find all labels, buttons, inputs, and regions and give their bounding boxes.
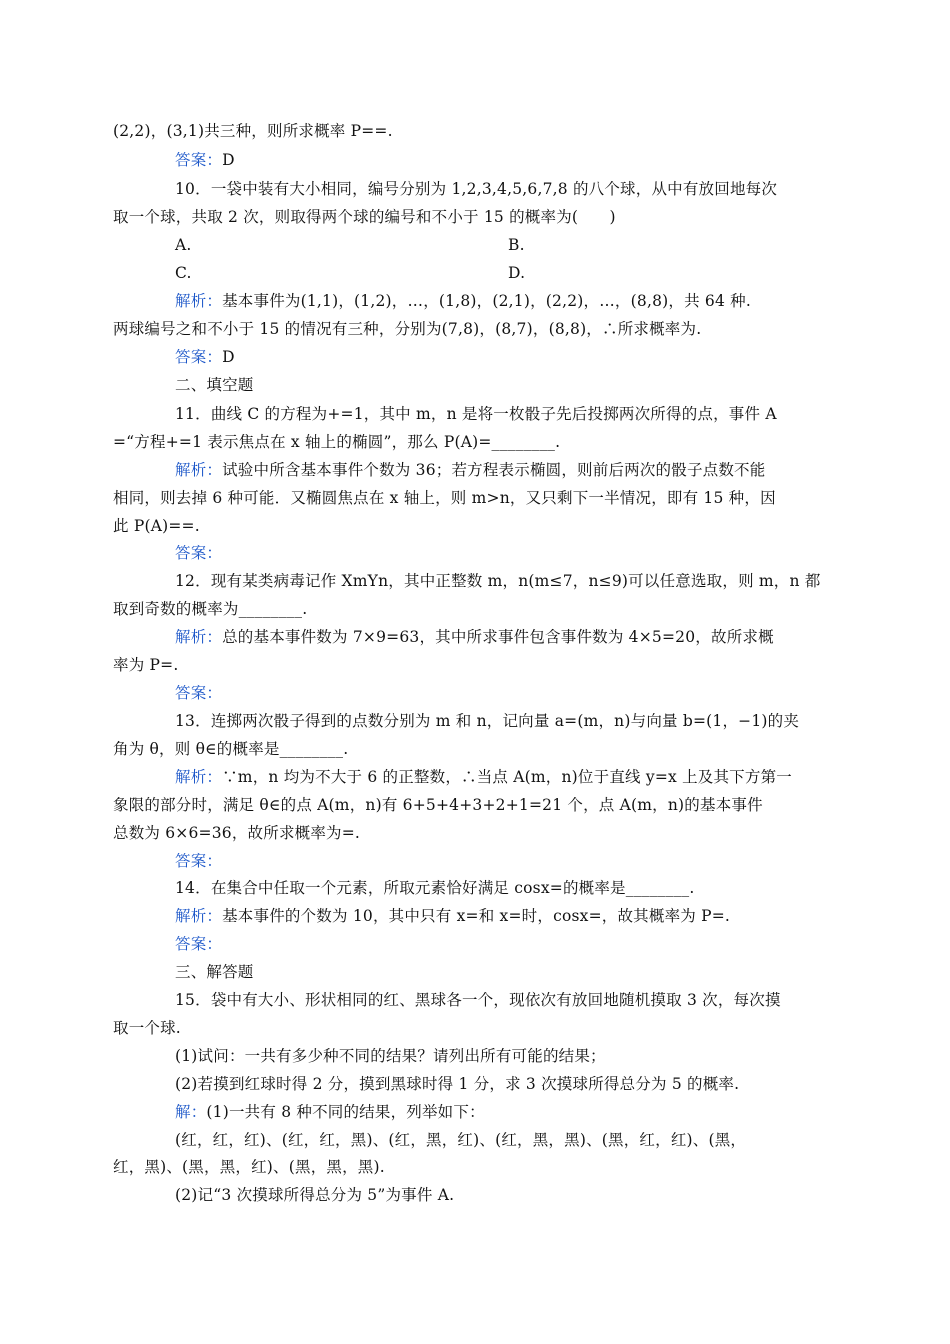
analysis-text: ∵m，n 均为不大于 6 的正整数，∴当点 A(m，n)位于直线 y=x 上及其下方第一 xyxy=(222,768,792,786)
answer-label: 答案： xyxy=(175,852,223,870)
question-13: 13．连掷两次骰子得到的点数分别为 m 和 n，记向量 a=(m，n)与向量 b=(1，−1)的夹 xyxy=(175,712,800,730)
answer-label: 答案： xyxy=(175,151,223,169)
answer-line xyxy=(175,150,235,170)
text-line: 两球编号之和不小于 15 的情况有三种，分别为(7,8)，(8,7)，(8,8)，∴所求概率为. xyxy=(113,320,702,338)
analysis-line xyxy=(175,627,774,647)
text-line: 象限的部分时，满足 θ∈的点 A(m，n)有 6+5+4+3+2+1=21 个，点 A(m，n)的基本事件 xyxy=(113,796,763,814)
answer-value: D xyxy=(222,151,235,169)
answer-label: 答案： xyxy=(175,935,223,953)
analysis-text: 试验中所含基本事件个数为 36；若方程表示椭圆，则前后两次的骰子点数不能 xyxy=(222,461,766,479)
question-12: 12．现有某类病毒记作 XmYn，其中正整数 m，n(m≤7，n≤9)可以任意选取，则 m，n 都 xyxy=(175,572,821,590)
answer-line xyxy=(175,683,222,703)
text-line: 红，黑)、(黑，黑，红)、(黑，黑，黑). xyxy=(113,1158,385,1176)
question-15: 15．袋中有大小、形状相同的红、黑球各一个，现依次有放回地随机摸取 3 次，每次摸 xyxy=(175,991,781,1009)
question-14: 14．在集合中任取一个元素，所取元素恰好满足 cosx=的概率是________. xyxy=(175,879,695,897)
answer-label: 答案： xyxy=(175,348,223,366)
analysis-label: 解析： xyxy=(175,907,223,925)
solution-label: 解： xyxy=(175,1103,207,1121)
sub-question-1: (1)试问：一共有多少种不同的结果？请列出所有可能的结果； xyxy=(175,1047,606,1065)
answer-line xyxy=(175,851,222,871)
text-line: 相同，则去掉 6 种可能．又椭圆焦点在 x 轴上，则 m>n，又只剩下一半情况，即有 15 种，因 xyxy=(113,489,776,507)
answer-line xyxy=(175,934,222,954)
answer-line xyxy=(175,347,235,367)
section-heading: 三、解答题 xyxy=(175,963,254,981)
text-line: (2,2)，(3,1)共三种，则所求概率 P==. xyxy=(113,122,393,140)
analysis-line xyxy=(175,906,730,926)
analysis-label: 解析： xyxy=(175,768,223,786)
text-line: (红，红，红)、(红，红，黑)、(红，黑，红)、(红，黑，黑)、(黑，红，红)、(黑， xyxy=(175,1131,747,1149)
option-a: A. xyxy=(175,236,192,254)
section-heading: 二、填空题 xyxy=(175,376,254,394)
question-10: 10．一袋中装有大小相同，编号分别为 1,2,3,4,5,6,7,8 的八个球，从中有放回地每次 xyxy=(175,180,778,198)
text-line: 总数为 6×6=36，故所求概率为=. xyxy=(113,824,361,842)
solution-text: (1)一共有 8 种不同的结果，列举如下： xyxy=(206,1103,485,1121)
analysis-label: 解析： xyxy=(175,461,223,479)
text-line: 角为 θ，则 θ∈的概率是________. xyxy=(113,740,349,758)
text-line: 取一个球，共取 2 次，则取得两个球的编号和不小于 15 的概率为( ) xyxy=(113,208,616,226)
sub-question-2: (2)若摸到红球时得 2 分，摸到黑球时得 1 分，求 3 次摸球所得总分为 5 的概率. xyxy=(175,1075,740,1093)
option-b: B. xyxy=(508,236,525,254)
analysis-line xyxy=(175,460,765,480)
analysis-label: 解析： xyxy=(175,628,223,646)
analysis-text: 总的基本事件数为 7×9=63，其中所求事件包含事件数为 4×5=20，故所求概 xyxy=(222,628,774,646)
text-line: (2)记“3 次摸球所得总分为 5”为事件 A. xyxy=(175,1186,455,1204)
solution-line xyxy=(175,1102,485,1122)
option-d: D. xyxy=(508,264,526,282)
analysis-label: 解析： xyxy=(175,292,223,310)
analysis-line xyxy=(175,767,792,787)
text-line: 取一个球. xyxy=(113,1019,181,1037)
text-line: 取到奇数的概率为________. xyxy=(113,600,308,618)
answer-label: 答案： xyxy=(175,684,223,702)
analysis-text: 基本事件为(1,1)，(1,2)，…，(1,8)，(2,1)，(2,2)，…，(8,8)，共 64 种. xyxy=(222,292,751,310)
answer-value: D xyxy=(222,348,235,366)
text-line: 率为 P=. xyxy=(113,656,179,674)
text-line: =“方程+=1 表示焦点在 x 轴上的椭圆”，那么 P(A)=________. xyxy=(113,433,561,451)
question-11: 11．曲线 C 的方程为+=1，其中 m，n 是将一枚骰子先后投掷两次所得的点，事件 A xyxy=(175,405,777,423)
answer-line xyxy=(175,543,222,563)
answer-label: 答案： xyxy=(175,544,223,562)
text-line: 此 P(A)==. xyxy=(113,517,200,535)
analysis-line xyxy=(175,291,751,311)
option-c: C. xyxy=(175,264,192,282)
analysis-text: 基本事件的个数为 10，其中只有 x=和 x=时，cosx=，故其概率为 P=. xyxy=(222,907,731,925)
